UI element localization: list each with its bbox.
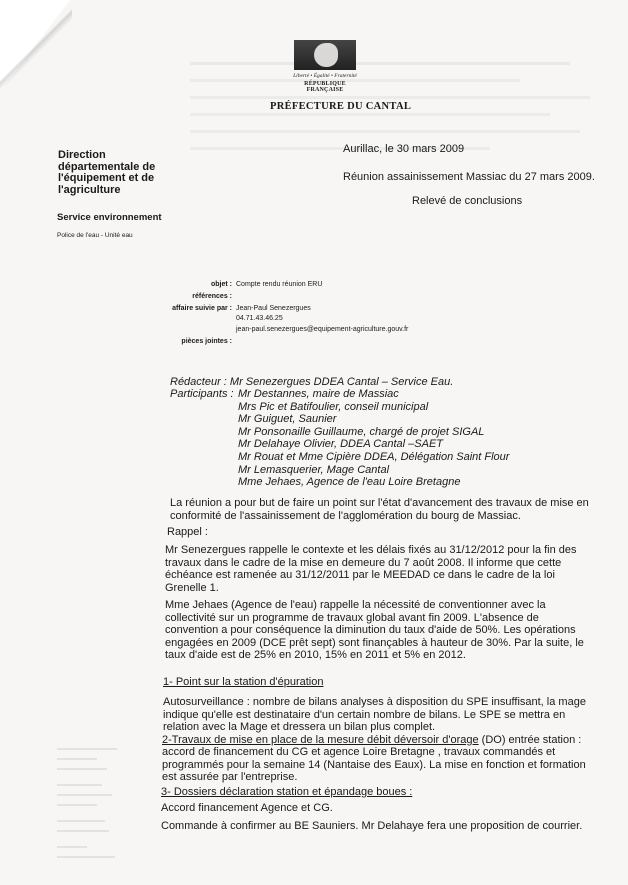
- paragraph-agence: Mme Jehaes (Agence de l'eau) rappelle la nécessité de conventionner avec la collectivité sur un programme de travaux global avant fin 2009. L'absence de convention a pour conséquence la diminution du taux d'aide de 50%. Les opérations engagées en 2009 (DCE prêt sept) sont finançables à hauteur de 30%. Par la suite, le taux d'aide est de 25% en 2010, 15% en 2011 et 5% en 2012.: [165, 599, 584, 661]
- republic-label: RÉPUBLIQUE FRANÇAISE: [304, 81, 346, 93]
- section-1-title: 1- Point sur la station d'épuration: [163, 676, 324, 688]
- section-1-body: Autosurveillance : nombre de bilans analyses à disposition du SPE insuffisant, la mage indique qu'elle est destinataire d'un certain nombre de bilans. Le SPE se mettra en relation avec la Mage et dressera un bilan plus complet.: [163, 696, 586, 733]
- paragraph-context: Mr Senezergues rappelle le contexte et les délais fixés au 31/12/2012 pour la fin des travaux dans le cadre de la mise en demeure du 7 août 2008. Il informe que cette échéance est ramenée au 31/12/2011 par le MEEDAD ce dans le cadre de la loi Grenelle 1.: [165, 544, 577, 594]
- intro-paragraph: La réunion a pour but de faire un point sur l'état d'avancement des travaux de mise en conformité de l'assainissement de l'agglomération du bourg de Massiac.: [170, 497, 589, 522]
- marianne-logo: [290, 40, 360, 95]
- list-item: Mr Delahaye Olivier, DDEA Cantal –SAET: [238, 438, 443, 451]
- pieces-label: pièces jointes :: [181, 338, 232, 345]
- sender-unit: Police de l'eau - Unité eau: [57, 232, 133, 239]
- list-item: Mr Destannes, maire de Massiac: [238, 388, 399, 400]
- list-item: Mr Ponsonaille Guillaume, chargé de projet SIGAL: [238, 425, 485, 438]
- objet-label: objet :: [211, 281, 232, 288]
- affaire-label: affaire suivie par :: [172, 305, 232, 312]
- objet-value: Compte rendu réunion ERU: [236, 281, 323, 288]
- participants-label: Participants :: [170, 388, 234, 400]
- affaire-name: Jean-Paul Senezergues: [236, 305, 311, 312]
- list-item: Mme Jehaes, Agence de l'eau Loire Bretagne: [238, 476, 461, 489]
- document-title: Relevé de conclusions: [412, 195, 523, 207]
- affaire-email[interactable]: jean-paul.senezergues@equipement-agriculture.gouv.fr: [236, 326, 409, 333]
- list-item: Mrs Pic et Batifoulier, conseil municipal: [238, 400, 429, 413]
- section-2-body: accord de financement du CG et agence Loire Bretagne , travaux commandés et programmés pour la semaine 14 (Nantaise des Eaux). La mise en fonction et formation est assurée par l'entreprise.: [162, 746, 586, 783]
- participants-list: [238, 388, 509, 489]
- list-item: Mr Lemasquerier, Mage Cantal: [238, 463, 390, 476]
- list-item: Mr Rouat et Mme Cipière DDEA, Délégation Saint Flour: [238, 450, 510, 463]
- references-label: références :: [192, 293, 232, 300]
- motto: Liberté • Égalité • Fraternité: [293, 73, 357, 79]
- prefecture-title: PRÉFECTURE DU CANTAL: [270, 101, 412, 112]
- letter-date: Aurillac, le 30 mars 2009: [343, 143, 465, 155]
- rappel-heading: Rappel :: [167, 526, 208, 538]
- sender-service: Service environnement: [57, 212, 162, 223]
- affaire-phone: 04.71.43.46.25: [236, 315, 283, 322]
- sender-direction: Direction départementale de l'équipement et de l'agriculture: [58, 149, 156, 196]
- faded-address-block: [57, 740, 127, 858]
- bleed-through: [190, 48, 600, 150]
- section-3-title: 3- Dossiers déclaration station et épandage boues :: [161, 786, 413, 798]
- section-3-body: Accord financement Agence et CG. Commande à confirmer au BE Sauniers. Mr Delahaye fera une proposition de courrier.: [161, 802, 583, 832]
- meeting-title: Réunion assainissement Massiac du 27 mars 2009.: [343, 171, 595, 183]
- section-2-title: 2-Travaux de mise en place de la mesure débit déversoir d'orage (DO) entrée station :: [162, 734, 582, 746]
- redacteur: Rédacteur : Mr Senezergues DDEA Cantal – Service Eau.: [170, 376, 454, 388]
- list-item: Mr Guiguet, Saunier: [238, 413, 337, 426]
